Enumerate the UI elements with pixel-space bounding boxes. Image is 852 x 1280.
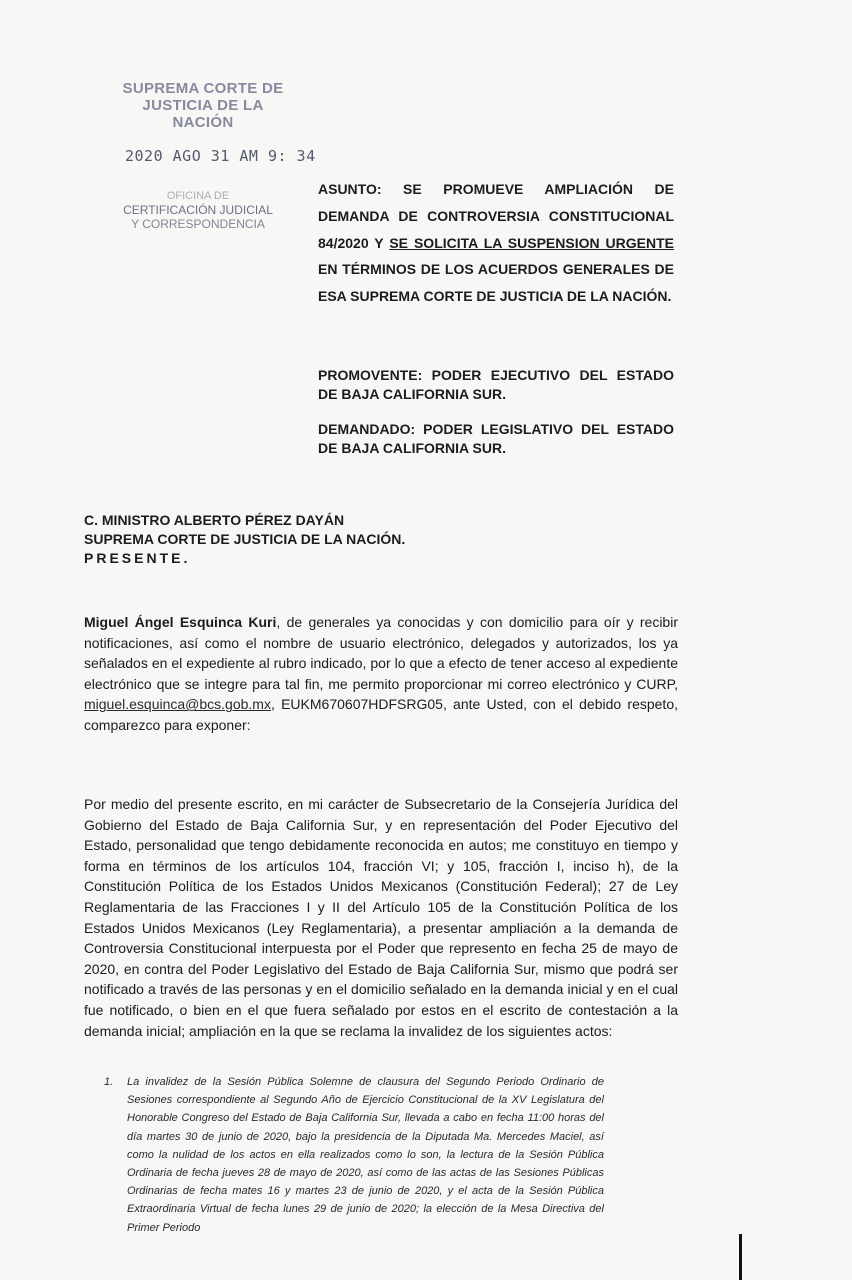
- promovente-name: Miguel Ángel Esquinca Kuri: [84, 614, 277, 630]
- demandado: DEMANDADO: PODER LEGISLATIVO DEL ESTADO DE BAJA CALIFORNIA SUR.: [318, 421, 674, 456]
- stamp-datetime: 2020 AGO 31 AM 9: 34: [125, 147, 316, 165]
- margin-mark: [739, 1234, 742, 1280]
- subject-block: [318, 176, 674, 310]
- subject-text-2: EN TÉRMINOS DE LOS ACUERDOS GENERALES DE ESA SUPREMA CORTE DE JUSTICIA DE LA NACIÓN.: [318, 261, 674, 305]
- addressee-name: C. MINISTRO ALBERTO PÉREZ DAYÁN: [84, 512, 345, 528]
- email-link[interactable]: miguel.esquinca@bcs.gob.mx: [84, 696, 271, 713]
- office-stamp-line-1: OFICINA DE: [166, 190, 230, 202]
- intro-text-1: , de generales ya conocidas y con domicilio para oír y recibir notificaciones, así como el nombre de usuario electrónico, delegados y autorizados, los ya señalados en el expediente al rubro indicado, por lo que a efecto de tener acceso al expediente electrónico que se integre para tal fin, me permito proporcionar mi correo electrónico y CURP,: [84, 614, 678, 692]
- office-stamp-line-2: CERTIFICACIÓN JUDICIAL: [123, 203, 273, 217]
- addressee-presente: PRESENTE.: [84, 550, 191, 566]
- subject-text-1: ASUNTO: SE PROMUEVE AMPLIACIÓN DE DEMANDA DE CONTROVERSIA CONSTITUCIONAL 84/2020 Y: [318, 181, 674, 251]
- acts-list: [104, 1073, 604, 1237]
- intro-text-2: , EUKM670607HDFSRG05, ante Usted, con el debido respeto, comparezco para exponer:: [84, 696, 678, 733]
- stamp-line-1: SUPREMA CORTE DE: [122, 80, 284, 97]
- office-stamp: [118, 190, 278, 231]
- addressee-court: SUPREMA CORTE DE JUSTICIA DE LA NACIÓN.: [84, 531, 406, 547]
- addressee-block: [84, 511, 405, 568]
- stamp-line-2: JUSTICIA DE LA NACIÓN: [142, 97, 264, 131]
- promovente: PROMOVENTE: PODER EJECUTIVO DEL ESTADO DE BAJA CALIFORNIA SUR.: [318, 367, 674, 402]
- court-stamp: [118, 80, 288, 131]
- list-item-number: 1.: [104, 1076, 114, 1088]
- list-item-text: La invalidez de la Sesión Pública Solemne de clausura del Segundo Periodo Ordinario de Sesiones correspondiente al Segundo Año de Ejercicio Constitucional de la XV Legislatura del Honorable Congreso del Estado de Baja California Sur, llevada a cabo en fecha 11:00 horas del día martes 30 de junio de 2020, bajo la presidencia de la Diputada Ma. Mercedes Maciel, así como la nulidad de los actos en ella realizados como lo son, la lectura de la Sesión Pública Ordinaria de fecha jueves 28 de mayo de 2020, así como de las actas de las Sesiones Públicas Ordinarias de fecha mates 16 y martes 23 de junio de 2020, y el acta de la Sesión Pública Extraordinaria Virtual de fecha lunes 29 de junio de 2020; la elección de la Mesa Directiva del Primer Periodo: [127, 1076, 604, 1234]
- intro-paragraph: [84, 612, 678, 736]
- subject-underlined: SE SOLICITA LA SUSPENSION URGENTE: [389, 234, 674, 251]
- office-stamp-line-3: Y CORRESPONDENCIA: [131, 217, 265, 231]
- body-paragraph: Por medio del presente escrito, en mi carácter de Subsecretario de la Consejería Jurídica del Gobierno del Estado de Baja California Sur, y en representación del Poder Ejecutivo del Estado, personalidad que tengo debidamente reconocida en autos; me constituyo en tiempo y forma en términos de los artículos 104, fracción VI; y 105, fracción I, inciso h), de la Constitución Política de los Estados Unidos Mexicanos (Constitución Federal); 27 de Ley Reglamentaria de las Fracciones I y II del Artículo 105 de la Constitución Política de los Estados Unidos Mexicanos (Ley Reglamentaria), a presentar ampliación a la demanda de Controversia Constitucional interpuesta por el Poder que represento en fecha 25 de mayo de 2020, en contra del Poder Legislativo del Estado de Baja California Sur, mismo que podrá ser notificado a través de las personas y en el domicilio señalado en la demanda inicial y en el cual fue notificado, o bien en el que fuera señalado por estos en el escrito de contestación a la demanda inicial; ampliación en la que se reclama la invalidez de los siguientes actos:: [84, 796, 678, 1039]
- list-item: [104, 1073, 604, 1237]
